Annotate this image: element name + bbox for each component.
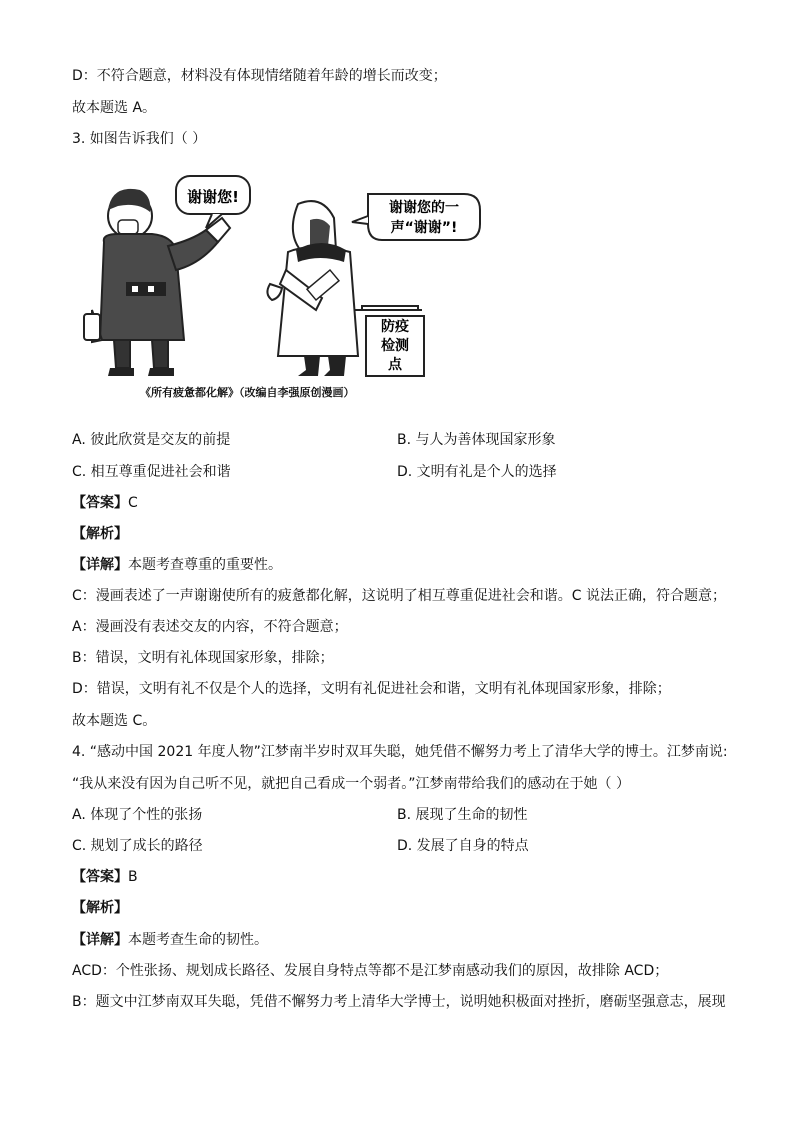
- bubble-right-line1: 谢谢您的一: [389, 200, 459, 216]
- q4-option-c: C. 规划了成长的路径: [72, 838, 203, 854]
- q3-answer-line: [72, 493, 138, 513]
- text-line: B：错误，文明有礼体现国家形象，排除；: [72, 650, 334, 666]
- text-line: D：错误，文明有礼不仅是个人的选择，文明有礼促进社会和谐，文明有礼体现国家形象，排除；: [72, 681, 671, 697]
- q3-option-a: A. 彼此欣赏是交友的前提: [72, 432, 231, 448]
- text-line: ACD：个性张扬、规划成长路径、发展自身特点等都不是江梦南感动我们的原因，故排除 ACD；: [72, 963, 669, 979]
- bubble-left-text: 谢谢您!: [187, 188, 239, 206]
- q3-option-d: D. 文明有礼是个人的选择: [397, 464, 557, 480]
- cartoon-illustration: [72, 170, 512, 406]
- answer-tag: 【答案】: [72, 869, 128, 885]
- bubble-right-line2: 声“谢谢”!: [390, 220, 458, 236]
- answer-tag: 【答案】: [72, 495, 128, 511]
- text-line: D：不符合题意，材料没有体现情绪随着年龄的增长而改变；: [72, 68, 447, 84]
- q3-option-b: B. 与人为善体现国家形象: [397, 432, 556, 448]
- q3-detail-line: [72, 555, 282, 575]
- detail-text: 本题考查尊重的重要性。: [128, 557, 282, 573]
- question-4-stem-line2: “我从来没有因为自己听不见，就把自己看成一个弱者。”江梦南带给我们的感动在于她（ ）: [72, 776, 630, 792]
- q4-answer-line: [72, 867, 138, 887]
- q4-analysis-tag: 【解析】: [72, 900, 128, 916]
- sign-line1: 防疫: [381, 319, 409, 335]
- text-line: C：漫画表述了一声谢谢使所有的疲惫都化解，这说明了相互尊重促进社会和谐。C 说法正确，符合题意；: [72, 588, 726, 604]
- q4-option-b: B. 展现了生命的韧性: [397, 807, 528, 823]
- q4-option-a: A. 体现了个性的张扬: [72, 807, 203, 823]
- cartoon-caption: 《所有疲惫都化解》（改编自李强原创漫画）: [140, 386, 355, 399]
- text-line: B：题文中江梦南双耳失聪，凭借不懈努力考上清华大学博士，说明她积极面对挫折，磨砺坚强意志，展现: [72, 994, 726, 1010]
- detail-tag: 【详解】: [72, 932, 128, 948]
- detail-text: 本题考查生命的韧性。: [128, 932, 268, 948]
- answer-value: B: [128, 869, 138, 885]
- text-line: 故本题选 A。: [72, 100, 157, 116]
- detail-tag: 【详解】: [72, 557, 128, 573]
- q4-detail-line: [72, 930, 268, 950]
- text-line: 故本题选 C。: [72, 713, 157, 729]
- question-4-stem-line1: 4. “感动中国 2021 年度人物”江梦南半岁时双耳失聪，她凭借不懈努力考上了清华大学的博士。江梦南说:: [72, 744, 728, 760]
- question-3-stem: 3. 如图告诉我们（ ）: [72, 131, 207, 147]
- q3-option-c: C. 相互尊重促进社会和谐: [72, 464, 231, 480]
- sign-line2: 检测: [381, 338, 409, 354]
- q4-option-d: D. 发展了自身的特点: [397, 838, 529, 854]
- q3-analysis-tag: 【解析】: [72, 526, 128, 542]
- answer-value: C: [128, 495, 138, 511]
- text-line: A：漫画没有表述交友的内容，不符合题意；: [72, 619, 348, 635]
- sign-line3: 点: [388, 357, 402, 373]
